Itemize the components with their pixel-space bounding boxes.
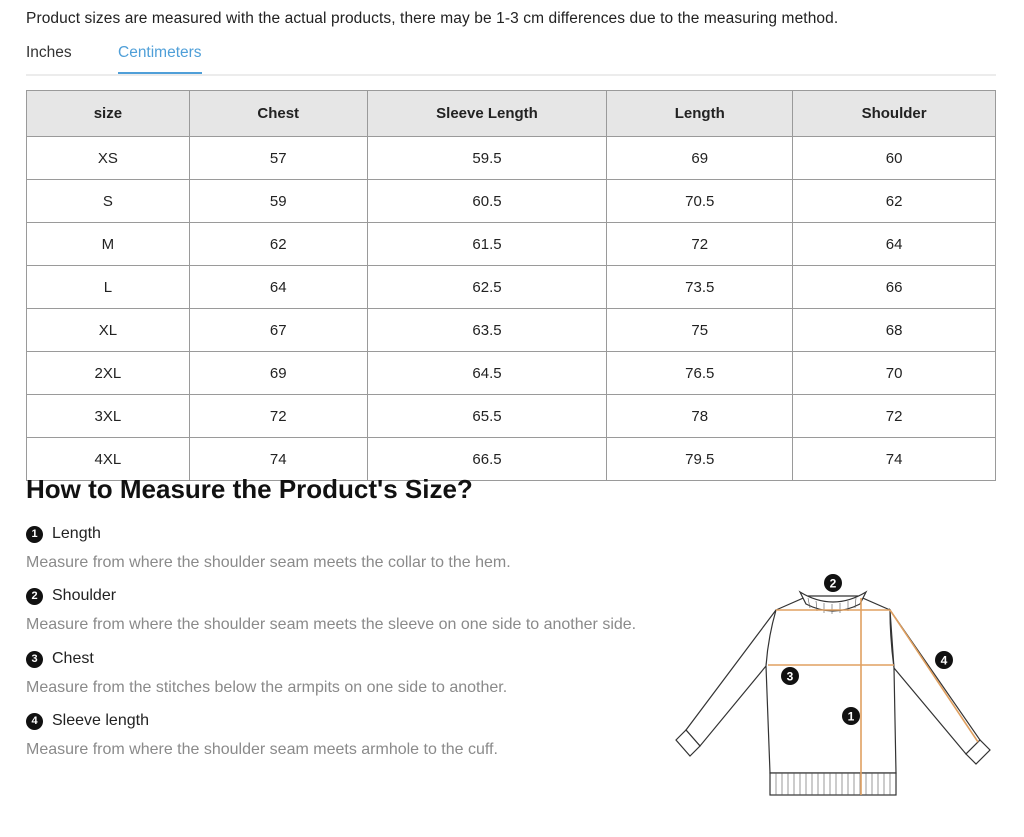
svg-text:4: 4 bbox=[940, 653, 948, 668]
measurement-cell: 62.5 bbox=[367, 266, 607, 309]
number-2-icon: 2 bbox=[26, 588, 43, 605]
measurement-cell: 64 bbox=[793, 223, 996, 266]
measurement-cell: 78 bbox=[607, 395, 793, 438]
marker-3-icon bbox=[781, 667, 799, 685]
measurement-cell: 57 bbox=[189, 137, 367, 180]
table-row bbox=[27, 309, 996, 352]
measurement-cell: 74 bbox=[189, 438, 367, 481]
measurement-cell: 72 bbox=[189, 395, 367, 438]
table-row bbox=[27, 352, 996, 395]
svg-text:2: 2 bbox=[829, 576, 837, 591]
size-cell: 3XL bbox=[27, 395, 190, 438]
measurement-cell: 66 bbox=[793, 266, 996, 309]
svg-text:1: 1 bbox=[847, 709, 855, 724]
measurement-cell: 68 bbox=[793, 309, 996, 352]
measurement-cell: 67 bbox=[189, 309, 367, 352]
measurement-cell: 60 bbox=[793, 137, 996, 180]
column-header: Shoulder bbox=[793, 91, 996, 137]
unit-tabs bbox=[26, 40, 996, 76]
marker-1-icon bbox=[842, 707, 860, 725]
size-cell: S bbox=[27, 180, 190, 223]
measurement-cell: 79.5 bbox=[607, 438, 793, 481]
measure-item-desc: Measure from where the shoulder seam meets the collar to the hem. bbox=[26, 554, 511, 571]
measurement-cell: 74 bbox=[793, 438, 996, 481]
size-cell: XL bbox=[27, 309, 190, 352]
measurement-cell: 69 bbox=[607, 137, 793, 180]
table-row bbox=[27, 180, 996, 223]
measure-item-title: Length bbox=[52, 525, 101, 542]
tab-inches[interactable]: Inches bbox=[26, 44, 72, 61]
tab-centimeters[interactable]: Centimeters bbox=[118, 44, 202, 74]
size-cell: L bbox=[27, 266, 190, 309]
size-cell: XS bbox=[27, 137, 190, 180]
table-row bbox=[27, 395, 996, 438]
measure-item-title: Chest bbox=[52, 650, 94, 667]
measurement-cell: 59 bbox=[189, 180, 367, 223]
measure-item-title: Shoulder bbox=[52, 587, 117, 604]
measurement-cell: 63.5 bbox=[367, 309, 607, 352]
measurement-cell: 60.5 bbox=[367, 180, 607, 223]
measurement-cell: 70 bbox=[793, 352, 996, 395]
measure-heading: How to Measure the Product's Size? bbox=[26, 474, 473, 504]
measurement-cell: 64 bbox=[189, 266, 367, 309]
table-row bbox=[27, 137, 996, 180]
measurement-cell: 62 bbox=[189, 223, 367, 266]
measure-item-desc: Measure from where the shoulder seam meets the sleeve on one side to another side. bbox=[26, 616, 637, 633]
table-header-row bbox=[27, 91, 996, 137]
number-1-icon: 1 bbox=[26, 526, 43, 543]
measure-item-sleeve bbox=[26, 712, 498, 759]
size-cell: 4XL bbox=[27, 438, 190, 481]
svg-text:3: 3 bbox=[786, 669, 794, 684]
measurement-cell: 72 bbox=[607, 223, 793, 266]
measurement-cell: 61.5 bbox=[367, 223, 607, 266]
column-header: Sleeve Length bbox=[367, 91, 607, 137]
measurement-cell: 73.5 bbox=[607, 266, 793, 309]
sweater-measurement-diagram bbox=[668, 568, 998, 803]
measure-item-shoulder bbox=[26, 587, 636, 634]
measurement-cell: 76.5 bbox=[607, 352, 793, 395]
table-row bbox=[27, 223, 996, 266]
column-header: Length bbox=[607, 91, 793, 137]
measurement-cell: 75 bbox=[607, 309, 793, 352]
marker-4-icon bbox=[935, 651, 953, 669]
size-chart-table bbox=[26, 90, 996, 481]
measurement-cell: 70.5 bbox=[607, 180, 793, 223]
marker-2-icon bbox=[824, 574, 842, 592]
measurement-cell: 65.5 bbox=[367, 395, 607, 438]
measurement-cell: 72 bbox=[793, 395, 996, 438]
number-3-icon: 3 bbox=[26, 651, 43, 668]
measurement-cell: 64.5 bbox=[367, 352, 607, 395]
size-cell: M bbox=[27, 223, 190, 266]
sweater-outline bbox=[676, 592, 990, 795]
column-header: Chest bbox=[189, 91, 367, 137]
table-row bbox=[27, 266, 996, 309]
number-4-icon: 4 bbox=[26, 713, 43, 730]
measurement-cell: 59.5 bbox=[367, 137, 607, 180]
measurement-cell: 62 bbox=[793, 180, 996, 223]
size-cell: 2XL bbox=[27, 352, 190, 395]
measure-item-desc: Measure from where the shoulder seam meets armhole to the cuff. bbox=[26, 741, 498, 758]
measurement-cell: 66.5 bbox=[367, 438, 607, 481]
measure-item-length bbox=[26, 525, 511, 572]
measure-item-chest bbox=[26, 650, 507, 697]
measurement-cell: 69 bbox=[189, 352, 367, 395]
measure-item-desc: Measure from the stitches below the armpits on one side to another. bbox=[26, 679, 508, 696]
measure-item-title: Sleeve length bbox=[52, 712, 149, 729]
column-header: size bbox=[27, 91, 190, 137]
size-notice: Product sizes are measured with the actual products, there may be 1-3 cm differences due to the measuring method. bbox=[26, 10, 839, 27]
